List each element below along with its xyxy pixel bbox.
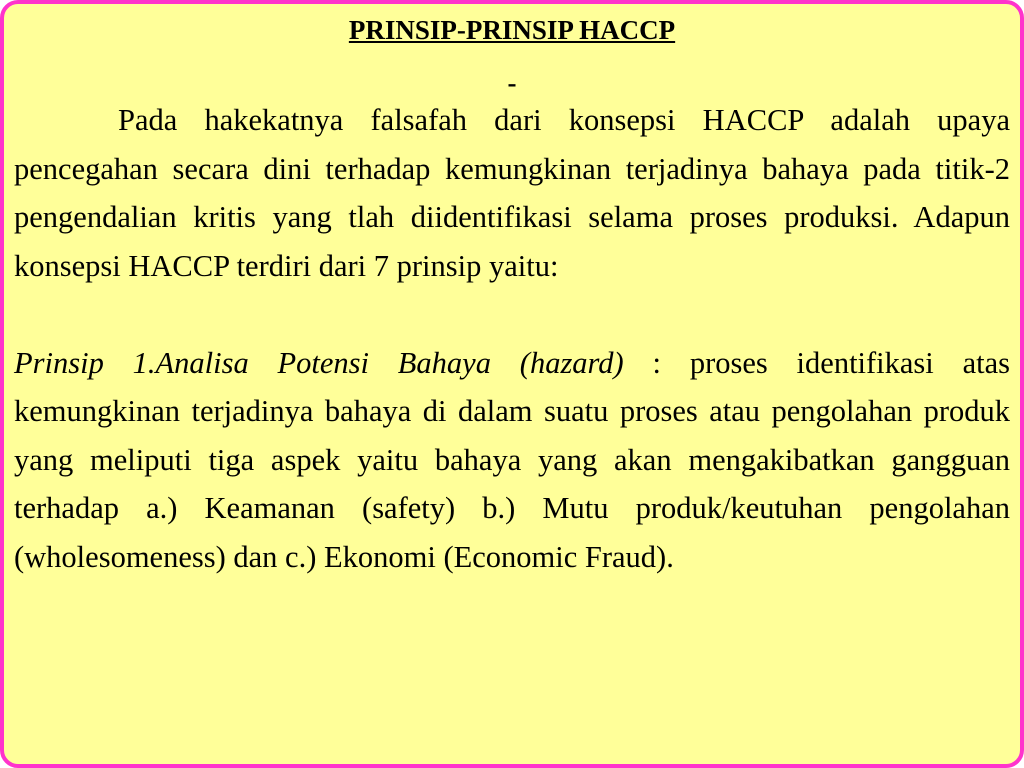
title-separator: - (507, 68, 517, 98)
principle-1-description: : proses identifikasi atas kemungkinan terjadinya bahaya di dalam suatu proses atau pengolahan produk yang meliputi tiga aspek yaitu bahaya yang akan mengakibatkan gangguan terhadap a.) Keamanan (safety) b.) Mutu produk/keutuhan pengolahan (wholesomeness) dan c.) Ekonomi (Economic Fraud). (14, 345, 1011, 574)
intro-paragraph: Pada hakekatnya falsafah dari konsepsi HACCP adalah upaya pencegahan secara dini terhadap kemungkinan terjadinya bahaya pada titik-2 pengendalian kritis yang tlah diidentifikasi selama proses produksi. Adapun konsepsi HACCP terdiri dari 7 prinsip yaitu: (14, 103, 1010, 283)
slide-title: PRINSIP-PRINSIP HACCP (348, 15, 676, 45)
slide-body (14, 96, 1010, 581)
principle-1-paragraph (14, 339, 1010, 582)
principle-1-heading: Prinsip 1.Analisa Potensi Bahaya (hazard) (14, 345, 624, 380)
paragraph-gap (14, 290, 1010, 339)
